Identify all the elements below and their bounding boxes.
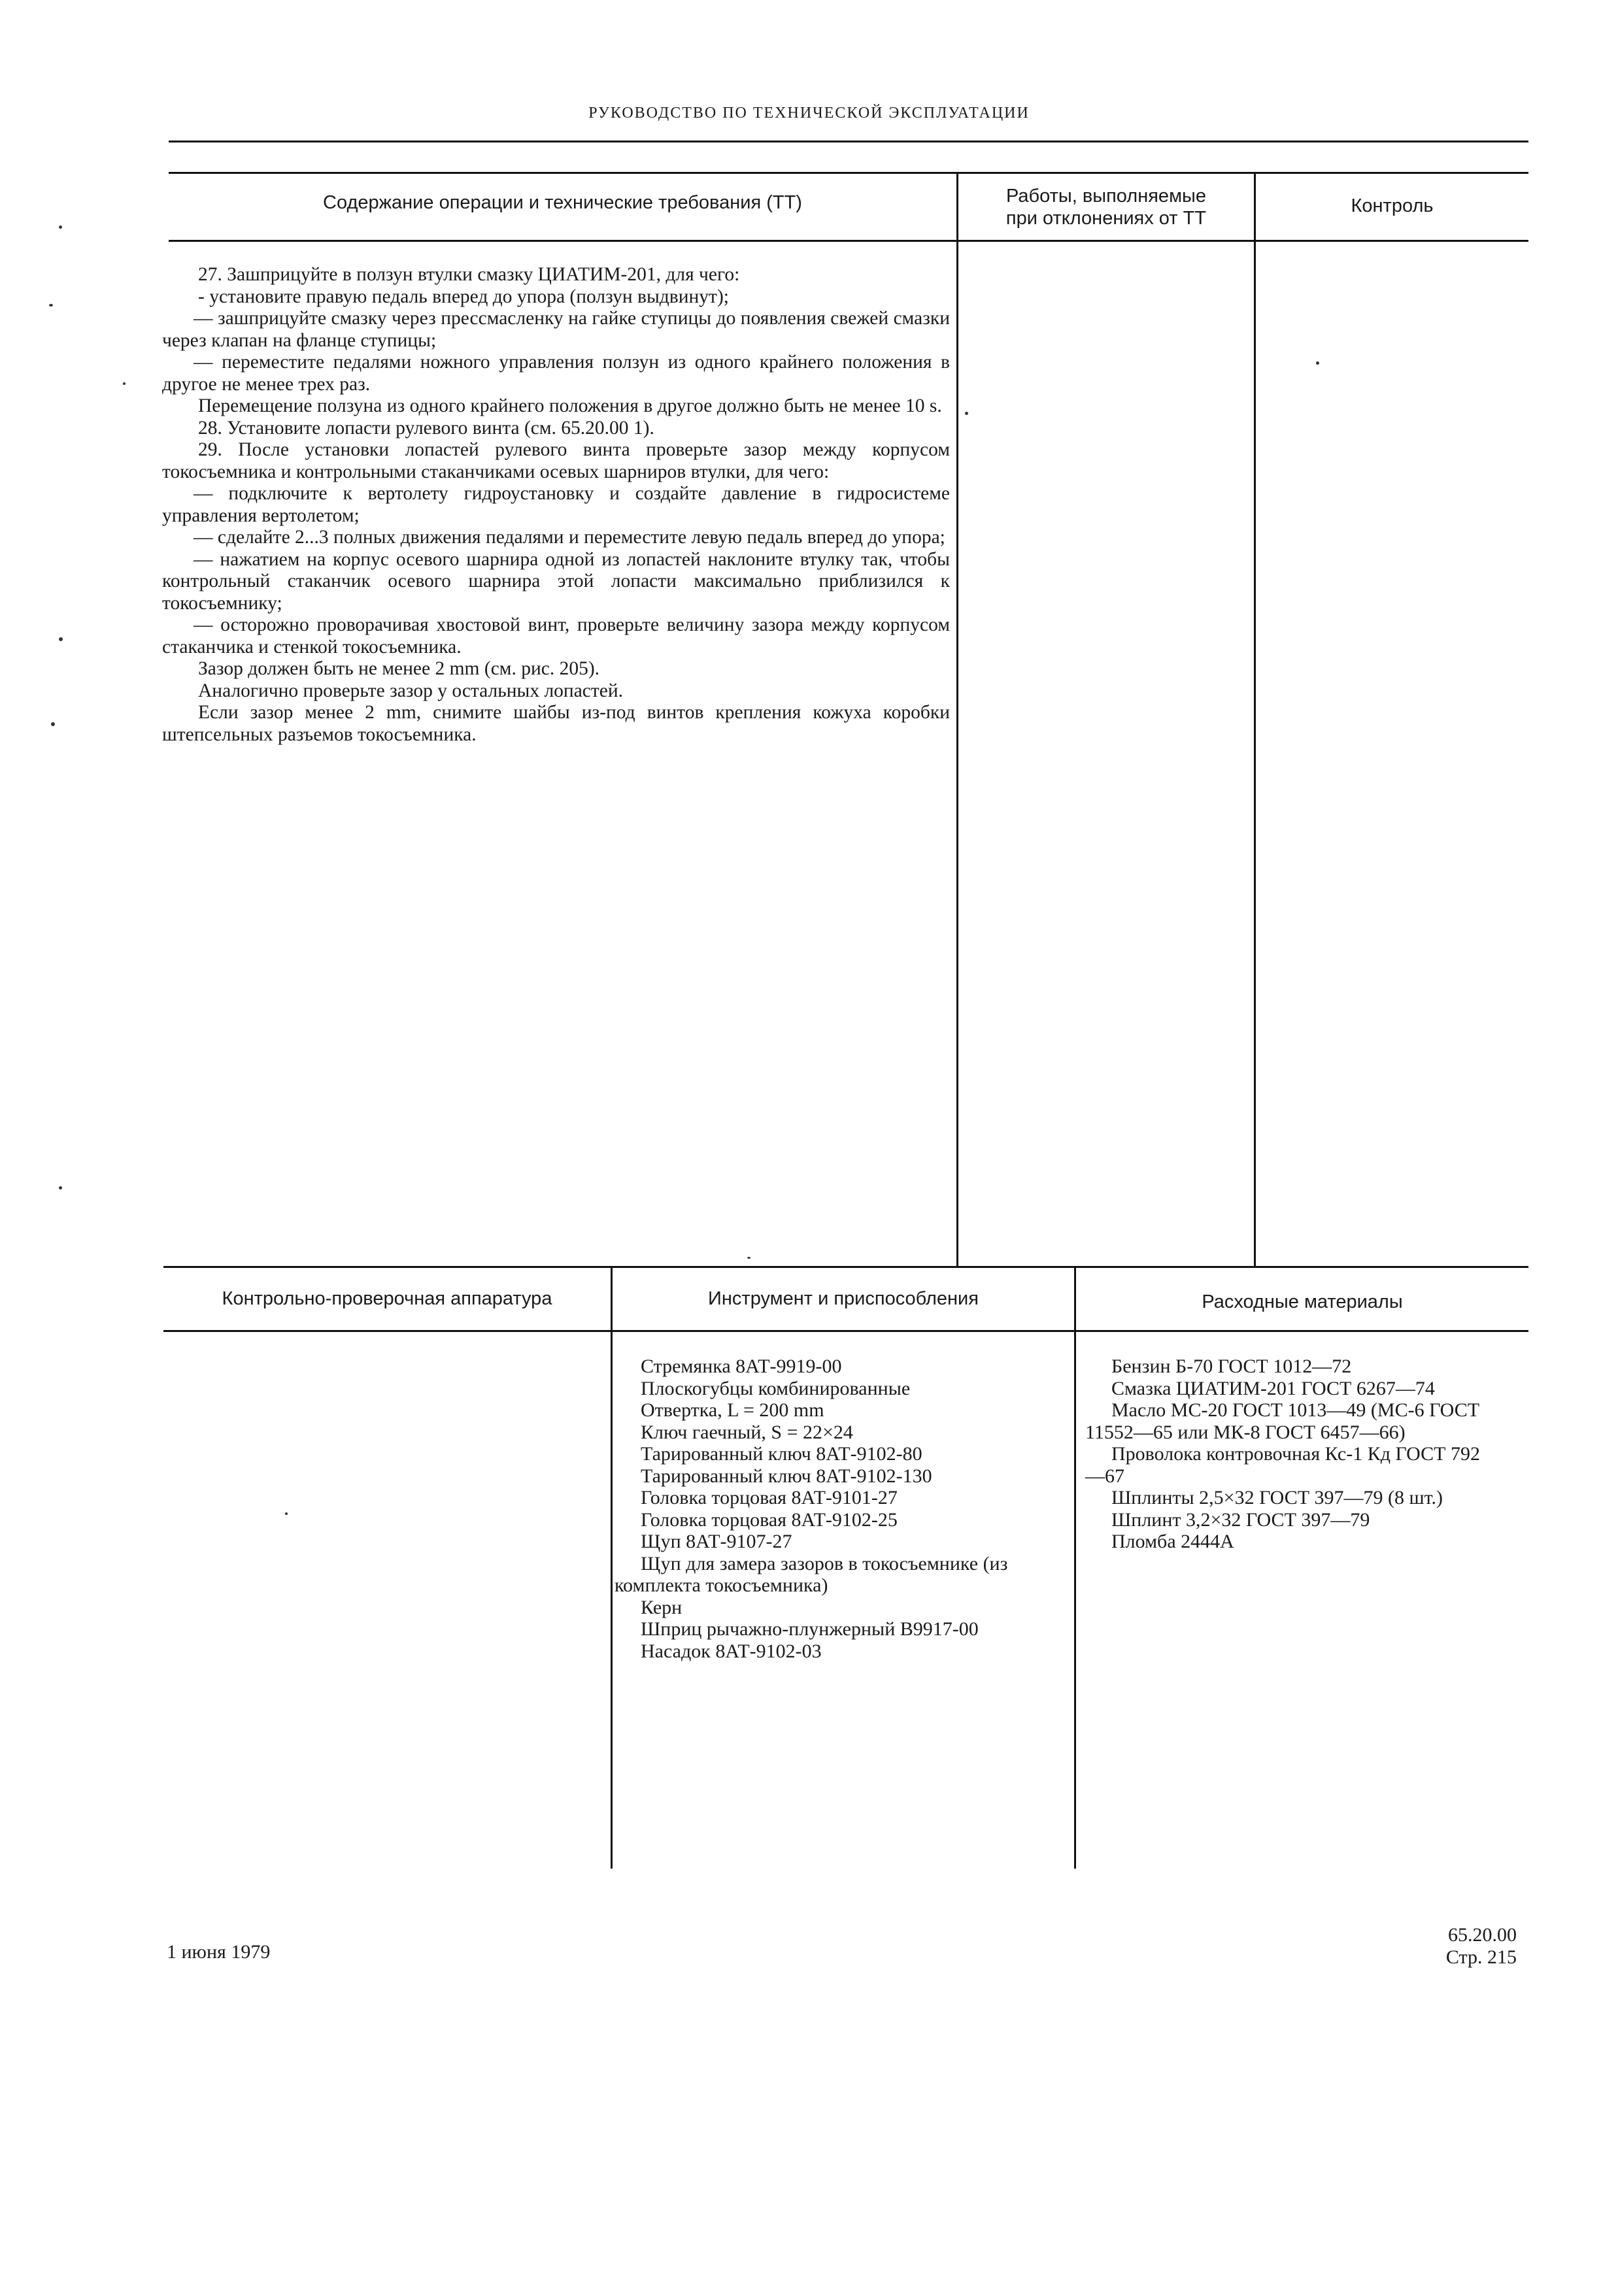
scan-speck	[1316, 361, 1319, 365]
scan-speck	[123, 382, 126, 385]
scan-speck	[747, 1257, 750, 1259]
tool-item: Шприц рычажно-плунжерный В9917-00	[641, 1618, 979, 1640]
running-header: РУКОВОДСТВО ПО ТЕХНИЧЕСКОЙ ЭКСПЛУАТАЦИИ	[588, 105, 1030, 122]
tool-item: Насадок 8АТ-9102-03	[641, 1640, 822, 1662]
header-deviation-line2: при отклонениях от ТТ	[1005, 208, 1207, 229]
table1-bottom-rule	[163, 1266, 1528, 1268]
tool-item: Отвертка, L = 200 mm	[641, 1399, 824, 1421]
scan-speck	[965, 412, 968, 415]
scan-speck	[49, 304, 53, 307]
table2-header-rule	[163, 1330, 1528, 1332]
scan-speck	[285, 1512, 288, 1515]
tool-item: Тарированный ключ 8АТ-9102-80	[641, 1443, 922, 1465]
operation-paragraph: — подключите к вертолету гидроустановку и создайте давление в гидросистеме управления вертолетом;	[162, 483, 950, 526]
footer-doc-number: 65.20.00	[1448, 1924, 1517, 1946]
operation-paragraph: — переместите педалями ножного управления ползун из одного крайнего положения в другое не менее трех раз.	[162, 352, 950, 395]
operation-paragraph: Если зазор менее 2 mm, снимите шайбы из-под винтов крепления кожуха коробки штепсельных разъемов токосъемника.	[162, 702, 950, 745]
material-item: Шплинт 3,2×32 ГОСТ 397—79	[1111, 1508, 1370, 1531]
operation-paragraph: Зазор должен быть не менее 2 mm (см. рис. 205).	[198, 658, 600, 679]
material-item: Бензин Б-70 ГОСТ 1012—72	[1111, 1356, 1352, 1377]
operation-paragraph: — зашприцуйте смазку через прессмасленку на гайке ступицы до появления свежей смазки через клапан на фланце ступицы;	[162, 308, 950, 351]
operation-paragraph: — сделайте 2...3 полных движения педалями и переместите левую педаль вперед до упора;	[194, 527, 945, 548]
header-deviation-works	[958, 185, 1254, 229]
table1-header-rule	[169, 240, 1528, 242]
operation-paragraph: Аналогично проверьте зазор у остальных лопастей.	[198, 680, 624, 701]
tool-item: Тарированный ключ 8АТ-9102-130	[641, 1465, 932, 1487]
material-item: Пломба 2444А	[1111, 1531, 1234, 1552]
tool-item: Ключ гаечный, S = 22×24	[641, 1421, 853, 1443]
operation-paragraph: — осторожно проворачивая хвостовой винт, проверьте величину зазора между корпусом стаканчика и стенкой токосъемника.	[162, 614, 950, 657]
scan-speck	[59, 225, 62, 229]
tool-item: Керн	[641, 1596, 683, 1618]
table1-divider-1	[956, 172, 958, 1267]
header-control: Контроль	[1351, 195, 1434, 216]
table1-divider-2	[1254, 172, 1256, 1267]
operation-paragraph: — нажатием на корпус осевого шарнира одной из лопастей наклоните втулку так, чтобы контрольный стаканчик осевого шарнира этой лопасти максимально приблизился к токосъемнику;	[162, 548, 950, 614]
running-header-rule	[169, 141, 1528, 142]
scan-speck	[51, 722, 55, 726]
scan-speck	[59, 1186, 62, 1190]
tool-item: Головка торцовая 8АТ-9101-27	[641, 1487, 898, 1508]
material-item: Масло МС-20 ГОСТ 1013—49 (МС-6 ГОСТ 11552—65 или МК-8 ГОСТ 6457—66)	[1085, 1399, 1480, 1443]
material-item: Смазка ЦИАТИМ-201 ГОСТ 6267—74	[1111, 1377, 1435, 1399]
footer-date: 1 июня 1979	[167, 1941, 271, 1963]
tool-item: Головка торцовая 8АТ-9102-25	[641, 1508, 898, 1531]
header-apparatus: Контрольно-проверочная аппаратура	[222, 1288, 552, 1309]
footer-page-number: Стр. 215	[1445, 1946, 1517, 1968]
header-operation: Содержание операции и технические требования (ТТ)	[323, 192, 802, 213]
scan-speck	[59, 637, 63, 641]
tool-item: Щуп для замера зазоров в токосъемнике (из комплекта токосъемника)	[615, 1552, 1008, 1596]
operation-paragraph: - установите правую педаль вперед до упора (ползун выдвинут);	[198, 286, 729, 307]
operation-paragraph: 28. Установите лопасти рулевого винта (см. 65.20.00 1).	[198, 417, 654, 439]
tool-item: Плоскогубцы комбинированные	[641, 1377, 911, 1399]
tool-item: Стремянка 8АТ-9919-00	[641, 1356, 842, 1377]
header-deviation-line1: Работы, выполняемые	[1006, 186, 1206, 207]
material-item: Шплинты 2,5×32 ГОСТ 397—79 (8 шт.)	[1111, 1487, 1443, 1508]
tool-item: Щуп 8АТ-9107-27	[641, 1531, 792, 1552]
operation-paragraph: Перемещение ползуна из одного крайнего положения в другое должно быть не менее 10 s.	[198, 395, 942, 416]
table2-divider-1	[611, 1267, 613, 1869]
operation-paragraph: 27. Зашприцуйте в ползун втулки смазку ЦИАТИМ-201, для чего:	[198, 264, 740, 285]
material-item: Проволока контровочная Кс-1 Кд ГОСТ 792—67	[1085, 1443, 1480, 1487]
table1-top-rule	[169, 172, 1528, 174]
table2-divider-2	[1074, 1267, 1076, 1869]
header-tools: Инструмент и приспособления	[708, 1288, 979, 1309]
header-materials: Расходные материалы	[1202, 1291, 1403, 1312]
operation-paragraph: 29. После установки лопастей рулевого винта проверьте зазор между корпусом токосъемника и контрольными стаканчиками осевых шарниров втулки, для чего:	[162, 439, 950, 482]
materials-list	[1085, 1356, 1498, 1553]
operation-text	[162, 264, 950, 746]
tools-list	[615, 1356, 1066, 1662]
